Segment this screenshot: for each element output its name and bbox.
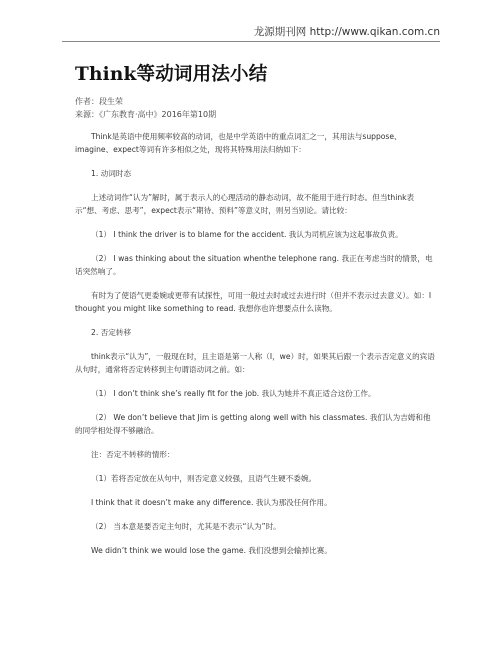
site-header[interactable]: 龙源期刊网 http://www.qikan.com.cn <box>253 26 440 38</box>
note-example-2: We didn’t think we would lose the game. 我们没想到会输掉比赛。 <box>91 546 332 555</box>
tense-example-1: （1） I think the driver is to blame for the accident. 我认为司机应该为这起事故负责。 <box>91 230 403 239</box>
tense-note-paragraph: 有时为了使语气更委婉或更带有试探性，可用一般过去时或过去进行时（但并不表示过去意义）。如：I thought you might like something to read. 我想你也许想要点什么读物。 <box>75 291 432 313</box>
section-heading-tense: 1. 动词时态 <box>91 169 132 178</box>
negation-paragraph: think表示“认为”，一般现在时，且主语是第一人称（I，we）时，如果其后跟一个表示否定意义的宾语从句时，通常将否定转移到主句谓语动词之前。如： <box>75 352 435 374</box>
article-author: 作者：段生荣 <box>75 97 123 106</box>
note-item-2: （2） 当本意是要否定主句时，尤其是不表示“认为”时。 <box>91 522 281 531</box>
tense-paragraph: 上述动词作“认为”解时，属于表示人的心理活动的静态动词，故不能用于进行时态。但当think表示“想、考虑、思考”，expect表示“期待、预料”等意义时，则另当别论。请比较： <box>75 193 415 215</box>
article-source: 来源：《广东教育·高中》2016年第10期 <box>75 110 217 119</box>
tense-example-2: （2） I was thinking about the situation whenthe telephone rang. 我正在考虑当时的情景，电话突然响了。 <box>75 254 433 276</box>
intro-paragraph: Think是英语中使用频率较高的动词，也是中学英语中的重点词汇之一，其用法与suppose、imagine、expect等词有许多相似之处，现将其特殊用法归纳如下： <box>75 132 402 154</box>
negation-example-1: （1） I don’t think she’s really fit for the job. 我认为她并不真正适合这份工作。 <box>91 389 376 398</box>
note-item-1: （1）若将否定放在从句中，则否定意义较强，且语气生硬不委婉。 <box>91 474 317 483</box>
article-body <box>75 130 435 557</box>
article <box>75 60 435 557</box>
article-title: Think等动词用法小结 <box>75 64 268 85</box>
header-divider <box>62 41 440 42</box>
section-heading-negation: 2. 否定转移 <box>91 328 132 337</box>
note-example-1: I think that it doesn’t make any difference. 我认为那没任何作用。 <box>91 498 332 507</box>
note-heading: 注：否定不转移的情形： <box>91 450 175 459</box>
negation-example-2: （2） We don’t believe that Jim is getting along well with his classmates. 我们认为吉姆和他的同学相处得不够融洽。 <box>75 413 431 435</box>
